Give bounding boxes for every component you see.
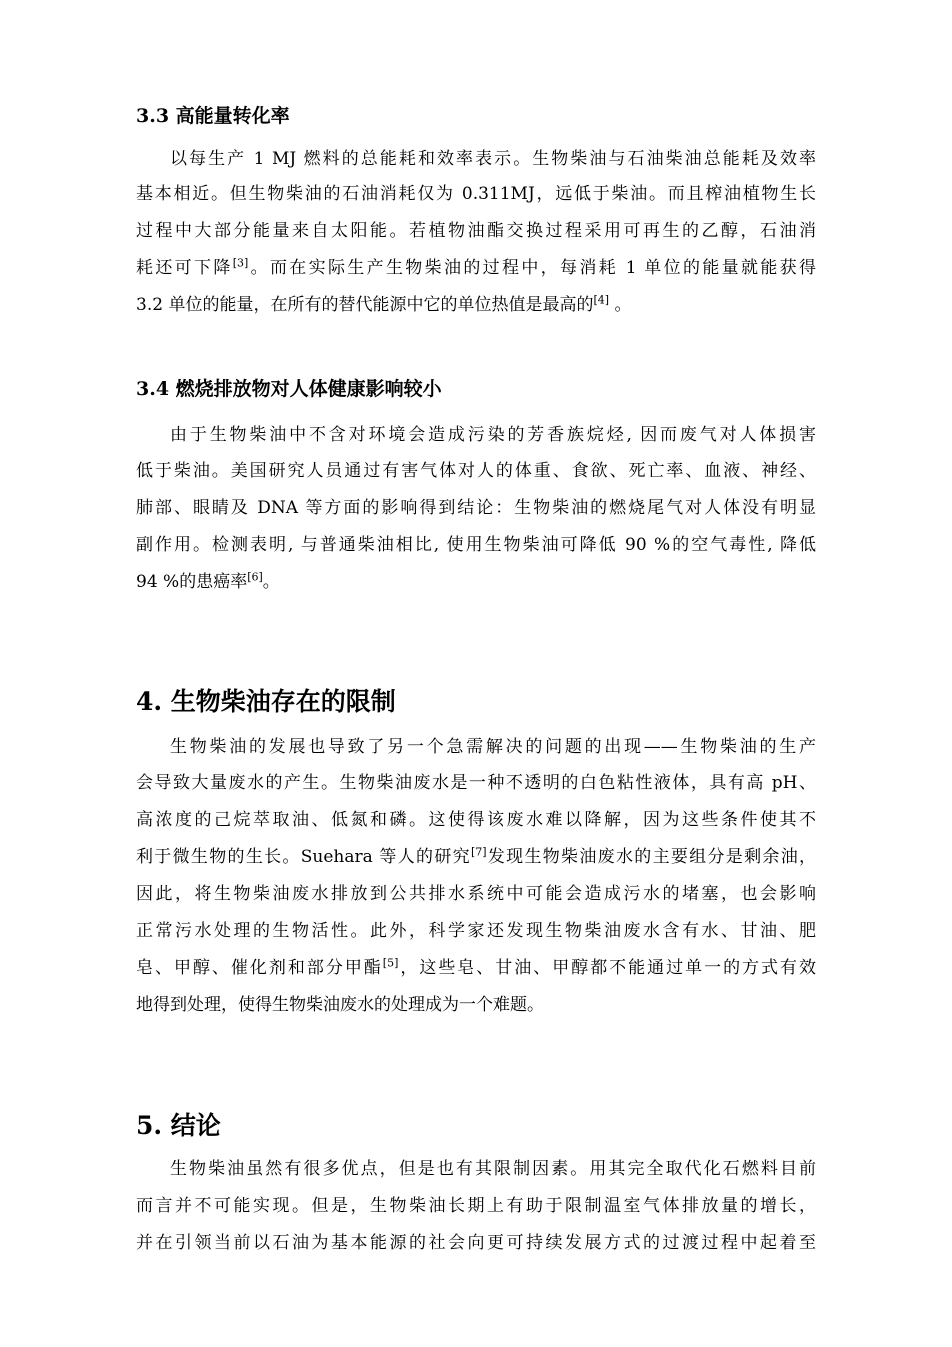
text-run: 。 [262,572,280,592]
paragraph-line: 而言并不可能实现。但是，生物柴油长期上有助于限制温室气体排放量的增长， [136,1196,816,1216]
paragraph-line: 低于柴油。美国研究人员通过有害气体对人的体重、食欲、死亡率、血液、神经、 [136,461,816,481]
section-heading-4: 4. 生物柴油存在的限制 [136,687,396,716]
text-run: 。而在实际生产生物柴油的过程中，每消耗 1 单位的能量就能获得 [248,258,817,278]
section-heading-3-3: 3.3 高能量转化率 [136,105,290,127]
paragraph-line: 过程中大部分能量来自太阳能。若植物油酯交换过程采用可再生的乙醇，石油消 [136,221,816,241]
paragraph-line: 生物柴油的发展也导致了另一个急需解决的问题的出现——生物柴油的生产 [170,737,816,757]
text-run: 3.2 单位的能量，在所有的替代能源中它的单位热值是最高的 [136,295,594,315]
citation-ref: [4] [593,293,610,307]
paragraph-line: 并在引领当前以石油为基本能源的社会向更可持续发展方式的过渡过程中起着至 [136,1233,816,1253]
text-run: 94 %的患癌率 [136,572,248,592]
paragraph-line: 高浓度的己烷萃取油、低氮和磷。这使得该废水难以降解，因为这些条件使其不 [136,810,816,830]
text-run: 发现生物柴油废水的主要组分是剩余油， [486,847,817,867]
citation-ref: [3] [232,256,249,270]
paragraph-line: 基本相近。但生物柴油的石油消耗仅为 0.311MJ，远低于柴油。而且榨油植物生长 [136,184,816,204]
paragraph-line: 正常污水处理的生物活性。此外，科学家还发现生物柴油废水含有水、甘油、肥 [136,921,816,941]
paragraph-line: 生物柴油虽然有很多优点，但是也有其限制因素。用其完全取代化石燃料目前 [170,1159,816,1179]
section-heading-3-4: 3.4 燃烧排放物对人体健康影响较小 [136,378,442,400]
text-run: 皂、甲醇、催化剂和部分甲酯 [136,958,383,978]
citation-ref: [7] [470,845,487,859]
paragraph-line [136,570,280,594]
paragraph-line: 地得到处理，使得生物柴油废水的处理成为一个难题。 [136,995,544,1015]
paragraph-line [136,256,816,280]
citation-ref: [6] [247,570,263,584]
text-run: 利于微生物的生长。Suehara 等人的研究 [136,847,471,867]
paragraph-line [136,956,816,980]
text-run: ，这些皂、甘油、甲醇都不能通过单一的方式有效 [398,958,817,978]
citation-ref: [5] [382,956,399,970]
paragraph-line: 因此，将生物柴油废水排放到公共排水系统中可能会造成污水的堵塞，也会影响 [136,884,816,904]
text-run: 耗还可下降 [136,258,233,278]
paragraph-line [136,845,816,869]
section-heading-5: 5. 结论 [136,1111,221,1140]
paragraph-line: 肺部、眼睛及 DNA 等方面的影响得到结论：生物柴油的燃烧尾气对人体没有明显 [136,498,816,518]
paragraph-line: 副作用。检测表明, 与普通柴油相比, 使用生物柴油可降低 90 %的空气毒性, 降低 [136,535,816,555]
text-run: 。 [609,295,632,315]
paragraph-line [136,293,631,317]
paragraph-line: 会导致大量废水的产生。生物柴油废水是一种不透明的白色粘性液体，具有高 pH、 [136,773,816,793]
paragraph-line: 由于生物柴油中不含对环境会造成污染的芳香族烷烃, 因而废气对人体损害 [170,425,816,445]
paragraph-line: 以每生产 1 MJ 燃料的总能耗和效率表示。生物柴油与石油柴油总能耗及效率 [170,149,816,169]
